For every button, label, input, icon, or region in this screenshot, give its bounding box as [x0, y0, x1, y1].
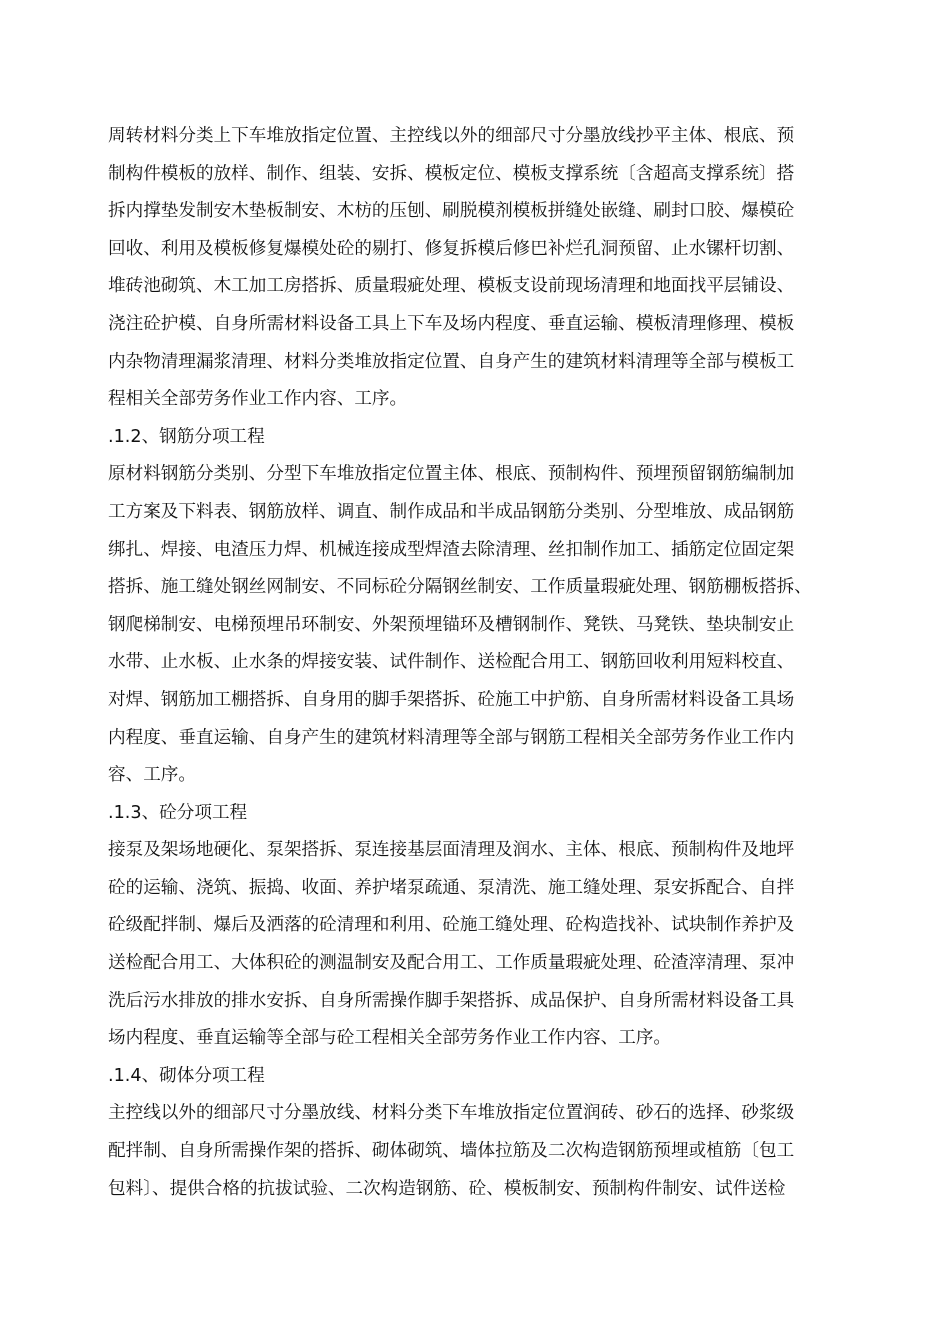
text-line: 水带、止水板、止水条的焊接安装、试件制作、送检配合用工、钢筋回收利用短料校直、 [108, 652, 795, 673]
text-line: 浇注砼护模、自身所需材料设备工具上下车及场内程度、垂直运输、模板清理修理、模板 [108, 313, 795, 334]
text-line: 接泵及架场地硬化、泵架搭拆、泵连接基层面清理及润水、主体、根底、预制构件及地坪 [108, 840, 795, 861]
text-line: 堆砖池砌筑、木工加工房搭拆、质量瑕疵处理、模板支设前现场清理和地面找平层铺设、 [108, 276, 795, 297]
section-heading-concrete: .1.3、砼分项工程 [108, 802, 248, 823]
text-line: 制构件模板的放样、制作、组装、安拆、模板定位、模板支撑系统〔含超高支撑系统〕搭 [108, 163, 795, 184]
text-line: 场内程度、垂直运输等全部与砼工程相关全部劳务作业工作内容、工序。 [108, 1028, 672, 1049]
paragraph-formwork-continued [108, 118, 868, 419]
text-line: 绑扎、焊接、电渣压力焊、机械连接成型焊渣去除清理、丝扣制作加工、插筋定位固定架 [108, 539, 795, 560]
text-line: 砼级配拌制、爆后及洒落的砼清理和利用、砼施工缝处理、砼构造找补、试块制作养护及 [108, 915, 795, 936]
text-line: 洗后污水排放的排水安拆、自身所需操作脚手架搭拆、成品保护、自身所需材料设备工具 [108, 990, 795, 1011]
text-line: 程相关全部劳务作业工作内容、工序。 [108, 389, 408, 410]
text-line: 容、工序。 [108, 765, 196, 786]
section-heading-rebar: .1.2、钢筋分项工程 [108, 426, 265, 447]
text-line: 主控线以外的细部尺寸分墨放线、材料分类下车堆放指定位置润砖、砂石的选择、砂浆级 [108, 1103, 795, 1124]
paragraph-masonry [108, 1095, 868, 1208]
text-line: 内程度、垂直运输、自身产生的建筑材料清理等全部与钢筋工程相关全部劳务作业工作内 [108, 727, 795, 748]
paragraph-concrete [108, 832, 868, 1058]
section-heading-masonry: .1.4、砌体分项工程 [108, 1065, 265, 1086]
text-line: 对焊、钢筋加工棚搭拆、自身用的脚手架搭拆、砼施工中护筋、自身所需材料设备工具场 [108, 689, 795, 710]
text-line: 配拌制、自身所需操作架的搭拆、砌体砌筑、墙体拉筋及二次构造钢筋预埋或植筋〔包工 [108, 1141, 795, 1162]
text-line: 工方案及下料表、钢筋放样、调直、制作成品和半成品钢筋分类别、分型堆放、成品钢筋 [108, 501, 795, 522]
text-line: 送检配合用工、大体积砼的测温制安及配合用工、工作质量瑕疵处理、砼渣滓清理、泵冲 [108, 953, 795, 974]
text-line: 回收、利用及模板修复爆模处砼的剔打、修复拆模后修巴补烂孔洞预留、止水镙杆切割、 [108, 238, 795, 259]
text-line: 砼的运输、浇筑、振捣、收面、养护堵泵疏通、泵清洗、施工缝处理、泵安拆配合、自拌 [108, 877, 795, 898]
text-line: 拆内撑垫发制安木垫板制安、木枋的压刨、刷脱模剂模板拼缝处嵌缝、刷封口胶、爆模砼 [108, 201, 795, 222]
document-body [108, 118, 868, 1208]
text-line: 内杂物清理漏浆清理、材料分类堆放指定位置、自身产生的建筑材料清理等全部与模板工 [108, 351, 795, 372]
paragraph-rebar [108, 456, 868, 794]
text-line: 搭拆、施工缝处钢丝网制安、不同标砼分隔钢丝制安、工作质量瑕疵处理、钢筋棚板搭拆、 [108, 577, 812, 598]
text-line: 原材料钢筋分类别、分型下车堆放指定位置主体、根底、预制构件、预埋预留钢筋编制加 [108, 464, 795, 485]
text-line: 包料〕、提供合格的抗拔试验、二次构造钢筋、砼、模板制安、预制构件制安、试件送检 [108, 1178, 786, 1199]
text-line: 周转材料分类上下车堆放指定位置、主控线以外的细部尺寸分墨放线抄平主体、根底、预 [108, 126, 795, 146]
text-line: 钢爬梯制安、电梯预埋吊环制安、外架预埋锚环及槽钢制作、凳铁、马凳铁、垫块制安止 [108, 614, 795, 635]
